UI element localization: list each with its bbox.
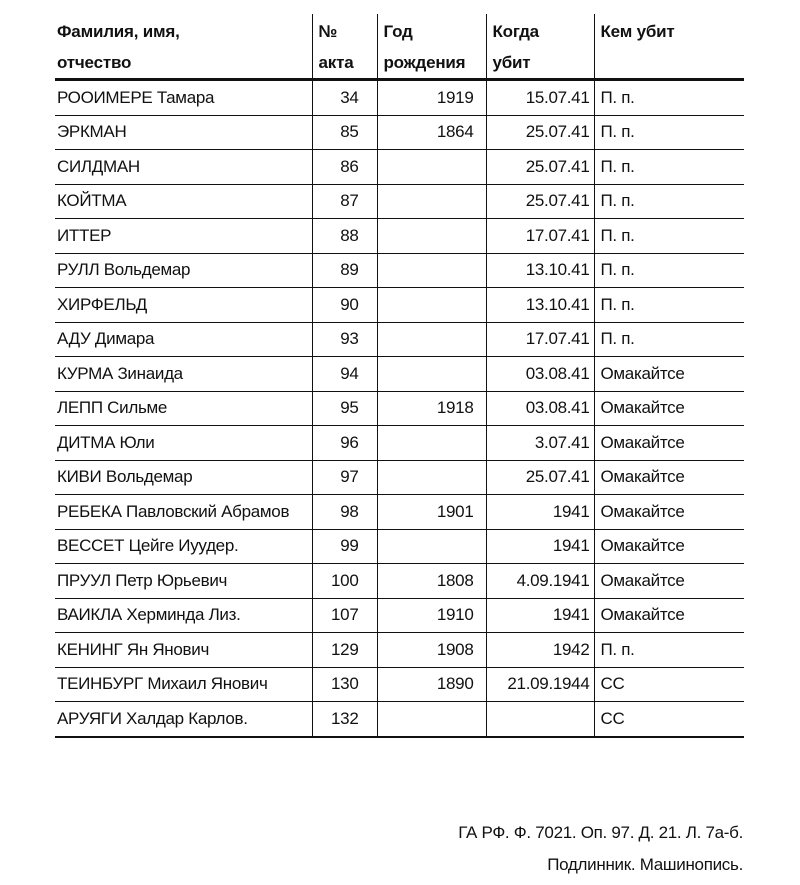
cell-year — [377, 357, 486, 392]
cell-killer: Омакайтсе — [594, 357, 744, 392]
cell-date: 21.09.1944 — [486, 667, 594, 702]
cell-name: ВЕССЕТ Цейге Иуудер. — [55, 529, 312, 564]
cell-killer: Омакайтсе — [594, 598, 744, 633]
table-header-row — [55, 14, 744, 80]
cell-date: 17.07.41 — [486, 322, 594, 357]
cell-act: 94 — [312, 357, 377, 392]
cell-date: 3.07.41 — [486, 426, 594, 461]
table-row — [55, 80, 744, 116]
cell-year: 1808 — [377, 564, 486, 599]
cell-act: 90 — [312, 288, 377, 323]
cell-date: 03.08.41 — [486, 391, 594, 426]
cell-year — [377, 253, 486, 288]
cell-date: 4.09.1941 — [486, 564, 594, 599]
cell-date: 25.07.41 — [486, 184, 594, 219]
cell-killer: Омакайтсе — [594, 391, 744, 426]
document-note: Подлинник. Машинопись. — [547, 855, 743, 874]
cell-act: 93 — [312, 322, 377, 357]
table-row — [55, 702, 744, 737]
cell-killer: Омакайтсе — [594, 529, 744, 564]
header-year-line1: Год — [383, 22, 413, 41]
cell-act: 107 — [312, 598, 377, 633]
table-row — [55, 391, 744, 426]
cell-act: 89 — [312, 253, 377, 288]
header-act — [312, 14, 377, 80]
cell-act: 85 — [312, 115, 377, 150]
cell-year — [377, 219, 486, 254]
header-act-line2: акта — [318, 53, 354, 72]
cell-name: РЕБЕКА Павловский Абрамов — [55, 495, 312, 530]
cell-killer: П. п. — [594, 288, 744, 323]
cell-date: 1941 — [486, 529, 594, 564]
table-row — [55, 115, 744, 150]
cell-year: 1918 — [377, 391, 486, 426]
table-row — [55, 529, 744, 564]
victims-table — [55, 14, 744, 738]
cell-act: 98 — [312, 495, 377, 530]
cell-year: 1890 — [377, 667, 486, 702]
cell-year: 1908 — [377, 633, 486, 668]
header-year — [377, 14, 486, 80]
cell-act: 129 — [312, 633, 377, 668]
header-killer — [594, 14, 744, 80]
cell-year: 1864 — [377, 115, 486, 150]
header-act-line1: № — [318, 22, 338, 41]
table-row — [55, 667, 744, 702]
cell-date: 17.07.41 — [486, 219, 594, 254]
cell-act: 87 — [312, 184, 377, 219]
cell-killer: П. п. — [594, 184, 744, 219]
cell-act: 97 — [312, 460, 377, 495]
table-row — [55, 460, 744, 495]
cell-act: 95 — [312, 391, 377, 426]
header-name — [55, 14, 312, 80]
archive-reference: ГА РФ. Ф. 7021. Оп. 97. Д. 21. Л. 7а-б. — [458, 823, 743, 842]
cell-date: 25.07.41 — [486, 150, 594, 185]
cell-killer: П. п. — [594, 80, 744, 116]
cell-date — [486, 702, 594, 737]
cell-killer: СС — [594, 702, 744, 737]
header-name-line2: отчество — [57, 53, 132, 72]
cell-act: 34 — [312, 80, 377, 116]
cell-date: 25.07.41 — [486, 460, 594, 495]
cell-year — [377, 702, 486, 737]
table-row — [55, 322, 744, 357]
header-date-line1: Когда — [492, 22, 539, 41]
cell-year — [377, 184, 486, 219]
cell-act: 96 — [312, 426, 377, 461]
cell-name: РООИМЕРЕ Тамара — [55, 80, 312, 116]
cell-date: 1942 — [486, 633, 594, 668]
table-row — [55, 357, 744, 392]
cell-name: ВАИКЛА Херминда Лиз. — [55, 598, 312, 633]
cell-name: ПРУУЛ Петр Юрьевич — [55, 564, 312, 599]
cell-killer: Омакайтсе — [594, 495, 744, 530]
table-row — [55, 288, 744, 323]
table-row — [55, 598, 744, 633]
cell-date: 13.10.41 — [486, 253, 594, 288]
cell-act: 86 — [312, 150, 377, 185]
cell-act: 132 — [312, 702, 377, 737]
cell-name: РУЛЛ Вольдемар — [55, 253, 312, 288]
cell-name: ХИРФЕЛЬД — [55, 288, 312, 323]
cell-name: СИЛДМАН — [55, 150, 312, 185]
cell-killer: П. п. — [594, 150, 744, 185]
table-row — [55, 184, 744, 219]
cell-killer: Омакайтсе — [594, 426, 744, 461]
cell-year — [377, 426, 486, 461]
cell-name: КОЙТМА — [55, 184, 312, 219]
cell-year: 1910 — [377, 598, 486, 633]
cell-name: ИТТЕР — [55, 219, 312, 254]
cell-year — [377, 322, 486, 357]
header-date-line2: убит — [492, 53, 531, 72]
table-row — [55, 633, 744, 668]
cell-act: 99 — [312, 529, 377, 564]
cell-killer: П. п. — [594, 322, 744, 357]
cell-name: ДИТМА Юли — [55, 426, 312, 461]
cell-year — [377, 150, 486, 185]
cell-name: КУРМА Зинаида — [55, 357, 312, 392]
cell-name: ЭРКМАН — [55, 115, 312, 150]
table-row — [55, 150, 744, 185]
table-row — [55, 219, 744, 254]
cell-name: АРУЯГИ Халдар Карлов. — [55, 702, 312, 737]
cell-killer: СС — [594, 667, 744, 702]
header-year-line2: рождения — [383, 53, 466, 72]
cell-killer: П. п. — [594, 633, 744, 668]
cell-killer: П. п. — [594, 219, 744, 254]
table-row — [55, 426, 744, 461]
cell-year: 1901 — [377, 495, 486, 530]
table-row — [55, 253, 744, 288]
cell-name: КИВИ Вольдемар — [55, 460, 312, 495]
cell-date: 25.07.41 — [486, 115, 594, 150]
cell-killer: П. п. — [594, 253, 744, 288]
cell-killer: Омакайтсе — [594, 564, 744, 599]
cell-act: 88 — [312, 219, 377, 254]
cell-name: ТЕИНБУРГ Михаил Янович — [55, 667, 312, 702]
cell-name: КЕНИНГ Ян Янович — [55, 633, 312, 668]
cell-year — [377, 529, 486, 564]
header-name-line1: Фамилия, имя, — [57, 22, 180, 41]
cell-killer: П. п. — [594, 115, 744, 150]
cell-name: ЛЕПП Сильме — [55, 391, 312, 426]
table-row — [55, 495, 744, 530]
header-killer-line2 — [601, 47, 739, 78]
table-row — [55, 564, 744, 599]
cell-date: 15.07.41 — [486, 80, 594, 116]
cell-year — [377, 460, 486, 495]
cell-date: 03.08.41 — [486, 357, 594, 392]
cell-killer: Омакайтсе — [594, 460, 744, 495]
header-killer-line1: Кем убит — [600, 22, 675, 41]
cell-year — [377, 288, 486, 323]
cell-act: 100 — [312, 564, 377, 599]
header-date — [486, 14, 594, 80]
cell-date: 1941 — [486, 495, 594, 530]
cell-date: 1941 — [486, 598, 594, 633]
cell-act: 130 — [312, 667, 377, 702]
cell-year: 1919 — [377, 80, 486, 116]
cell-name: АДУ Димара — [55, 322, 312, 357]
cell-date: 13.10.41 — [486, 288, 594, 323]
